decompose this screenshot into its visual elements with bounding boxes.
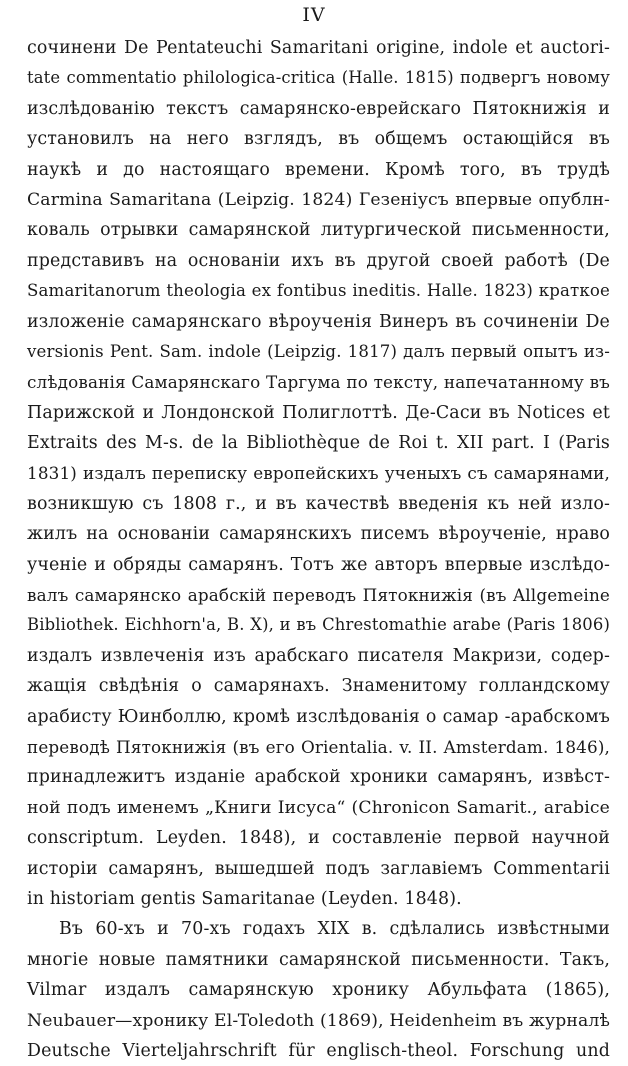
text-line: Samaritanorum theologia ex fontibus ineditis. Halle. 1823) краткое [27,281,610,301]
text-line: слѣдованія Самарянскаго Таргума по тексту, напечатанному въ [27,372,610,393]
text-line: коваль отрывки самарянской литургической письменности, [27,220,610,241]
text-line: жащія свѣдѣнія о самарянахъ. Знаменитому голландскому [27,676,610,697]
text-line: изложеніе самарянскаго вѣроученія Винеръ въ сочиненіи De [27,311,610,332]
text-line: арабисту Юинболлю, кромѣ изслѣдованія о самар -арабскомъ [27,706,610,727]
text-line: in historiam gentis Samaritanae (Leyden. 1848). [27,888,462,909]
text-line: Bibliothek. Eichhorn'a, B. X), и въ Chrestomathie arabe (Paris 1806) [27,615,610,635]
text-line: наукѣ и до настоящаго времени. Кромѣ того, въ трудѣ [27,159,610,180]
text-line: представивъ на основаніи ихъ въ другой своей работѣ (De [27,250,610,271]
text-line: переводѣ Пятокнижія (въ его Orientalia. v. II. Amsterdam. 1846), [27,736,610,757]
text-line: Neubauer—хронику El-Toledoth (1869), Heidenheim въ журналѣ [27,1010,610,1031]
text-line: ной подъ именемъ „Книги Іисуса“ (Chronicon Samarit., arabice [27,797,610,818]
text-line: сочинени De Pentateuchi Samaritani origine, indole et auctori- [27,38,610,58]
page-number: IV [302,4,326,26]
text-line: исторіи самарянъ, вышедшей подъ заглавіемъ Commentarii [27,858,610,879]
text-line: валъ самарянско арабскій переводъ Пятокнижія (въ Allgemeine [27,585,610,606]
body-text [27,33,610,1066]
text-line: ученіе и обряды самарянъ. Тотъ же авторъ впервые изслѣдо- [27,554,610,575]
text-line: tate commentatio philologica-critica (Halle. 1815) подвергъ новому [27,68,610,88]
text-line: многіе новые памятники самарянской письменности. Такъ, [27,949,610,970]
text-line: установилъ на него взглядъ, въ общемъ остающійся въ [27,129,610,150]
text-line: Extraits des M-s. de la Bibliothèque de Roi t. XII part. I (Paris [27,433,610,454]
text-line: 1831) издалъ переписку европейскихъ ученыхъ съ самарянами, [27,463,610,484]
text-line: Въ 60-хъ и 70-хъ годахъ XIX в. сдѣлались извѣстными [59,919,610,940]
text-line: принадлежитъ изданіе арабской хроники самарянъ, извѣст- [27,767,610,788]
text-line: жилъ на основаніи самарянскихъ писемъ вѣроученіе, нравo [27,524,610,545]
text-line: изслѣдованію текстъ самарянско-еврейскаго Пятокнижія и [27,98,610,119]
text-line: издалъ извлеченія изъ арабскаго писателя Макризи, содер- [27,645,610,666]
text-line: conscriptum. Leyden. 1848), и составленіе первой научной [27,828,610,849]
text-line: возникшую съ 1808 г., и въ качествѣ введенія къ ней изло- [27,493,610,514]
text-line: Vilmar издалъ самарянскую хронику Абульфата (1865), [27,980,610,1001]
text-line: versionis Pent. Sam. indole (Leipzig. 1817) далъ первый опытъ из- [27,341,610,361]
text-line: Carmina Samaritana (Leipzig. 1824) Гезеніусъ впервые опублн- [27,189,610,210]
text-line: Парижской и Лондонской Полиглоттѣ. Де-Саси въ Notices et [27,402,610,423]
text-line: Deutsche Vierteljahrschrift für englisch-theol. Forschung und [27,1040,610,1061]
